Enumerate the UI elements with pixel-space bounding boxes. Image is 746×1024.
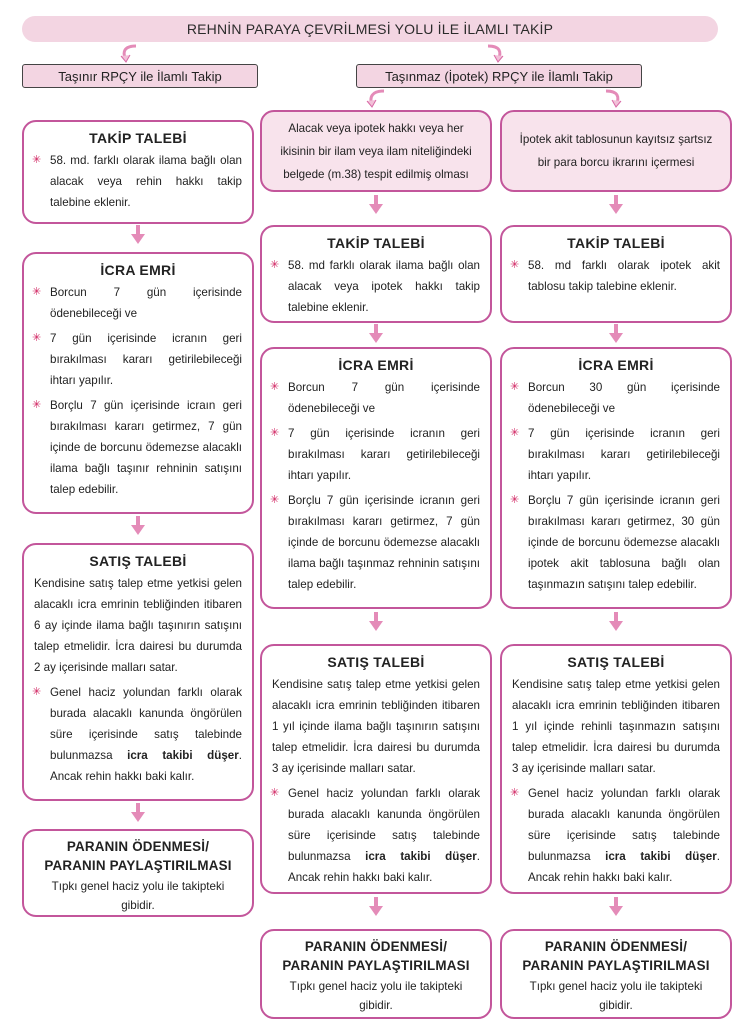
mid-icra-title: İCRA EMRİ — [338, 357, 414, 373]
down-arrow-icon — [609, 897, 623, 917]
left-takip-talebi — [22, 120, 254, 224]
right-intro-text: İpotek akit tablosunun kayıtsız şartsız bir para borcu ikrarını içermesi — [519, 133, 713, 169]
mid-icra-bullet-2: ✳ 7 gün içerisinde icranın geri bırakılması kararı getirilebileceği ihtarı yapılır. — [272, 423, 480, 486]
left-icra-title: İCRA EMRİ — [100, 262, 176, 278]
right-takip-title: TAKİP TALEBİ — [567, 235, 665, 251]
left-satis-talebi — [22, 543, 254, 801]
down-arrow-icon — [131, 225, 145, 245]
down-arrow-icon — [131, 516, 145, 536]
right-icra-emri — [500, 347, 732, 609]
mid-takip-talebi — [260, 225, 492, 323]
left-takip-title: TAKİP TALEBİ — [89, 130, 187, 146]
left-icra-bullet-1: ✳ Borcun 7 gün içerisinde ödenebileceği ve — [34, 282, 242, 324]
right-odeme-text: Tıpkı genel haciz yolu ile takipteki gibidir. — [529, 980, 703, 1012]
mid-icra-bullet-3: ✳ Borçlu 7 gün içerisinde icranın geri bırakılması kararı getirmez, 7 gün içinde de borcunu ödemezse alacaklı ilama bağlı taşınmaz rehninin satışını talep edebilir. — [272, 490, 480, 595]
mid-icra-emri — [260, 347, 492, 609]
page-title: REHNİN PARAYA ÇEVRİLMESİ YOLU İLE İLAMLI TAKİP — [22, 16, 718, 42]
mid-paranin-odenmesi — [260, 929, 492, 1019]
left-icra-bullet-3: ✳ Borçlu 7 gün içerisinde icraın geri bırakılması kararı getirmez, 7 gün içinde de borcunu ödemezse alacaklı ilama bağlı taşınır rehninin satışını talep edebilir. — [34, 395, 242, 500]
mid-satis-title: SATIŞ TALEBİ — [327, 654, 425, 670]
down-arrow-icon — [369, 195, 383, 215]
right-intro — [500, 110, 732, 192]
mid-odeme-text: Tıpkı genel haciz yolu ile takipteki gibidir. — [289, 980, 463, 1012]
down-arrow-icon — [609, 324, 623, 344]
right-satis-talebi — [500, 644, 732, 894]
mid-takip-bullet: ✳ 58. md farklı olarak ilama bağlı olan alacak veya ipotek hakkı takip talebine eklenir. — [272, 255, 480, 318]
mid-satis-para: Kendisine satış talep etme yetkisi gelen alacaklı icra emrinin tebliğinden itibaren 1 yıl içinde ilama bağlı taşınırın satışını talep etmelidir. İcra dairesi bu durumda 3 ay içerisinde malları satar. — [272, 678, 480, 775]
mid-satis-talebi — [260, 644, 492, 894]
mid-satis-bullet: ✳ Genel haciz yolundan farklı olarak burada alacaklı kanunda öngörülen süre içerisinde satış talebinde bulunmazsa icra takibi düşer. Ancak rehin hakkı baki kalır. — [272, 783, 480, 888]
mid-intro — [260, 110, 492, 192]
left-odeme-text: Tıpkı genel haciz yolu ile takipteki gibidir. — [51, 880, 225, 912]
right-icra-bullet-3: ✳ Borçlu 7 gün içerisinde icranın geri bırakılması kararı getirmez, 30 gün içinde de borcunu ödemezse alacaklı ipotek akit tablosuna bağlı olan taşınmazın satışını talep edebilir. — [512, 490, 720, 595]
left-odeme-title2: PARANIN PAYLAŞTIRILMASI — [44, 858, 232, 873]
left-satis-para: Kendisine satış talep etme yetkisi gelen alacaklı icra emrinin tebliğinden itibaren 6 ay içinde ilama bağlı taşınırın satışını talep etmelidir. İcra dairesi bu durumda 2 ay içerisinde malları satar. — [34, 577, 242, 674]
down-arrow-icon — [369, 324, 383, 344]
left-icra-bullet-2: ✳ 7 gün içerisinde icranın geri bırakılması kararı getirilebileceği ihtarı yapılır. — [34, 328, 242, 391]
left-icra-emri — [22, 252, 254, 514]
header-immovable: Taşınmaz (İpotek) RPÇY ile İlamlı Takip — [356, 64, 642, 88]
right-odeme-title1: PARANIN ÖDENMESİ/ — [544, 939, 688, 954]
right-satis-bullet: ✳ Genel haciz yolundan farklı olarak burada alacaklı kanunda öngörülen süre içerisinde satış talebinde bulunmazsa icra takibi düşer. Ancak rehin hakkı baki kalır. — [512, 783, 720, 888]
right-satis-title: SATIŞ TALEBİ — [567, 654, 665, 670]
right-satis-para: Kendisine satış talep etme yetkisi gelen alacaklı icra emrinin tebliğinden itibaren 1 yıl içinde rehinli taşınmazın satışını talep etmelidir. İcra dairesi bu durumda 3 ay içerisinde malları satar. — [512, 678, 720, 775]
down-arrow-icon — [369, 612, 383, 632]
left-satis-title: SATIŞ TALEBİ — [89, 553, 187, 569]
header-movable: Taşınır RPÇY ile İlamlı Takip — [22, 64, 258, 88]
right-icra-title: İCRA EMRİ — [578, 357, 654, 373]
left-takip-bullet: ✳ 58. md. farklı olarak ilama bağlı olan alacak veya rehin hakkı takip talebine eklenir. — [34, 150, 242, 213]
right-takip-talebi — [500, 225, 732, 323]
mid-takip-title: TAKİP TALEBİ — [327, 235, 425, 251]
mid-odeme-title2: PARANIN PAYLAŞTIRILMASI — [282, 958, 470, 973]
curl-arrow-right — [484, 44, 508, 64]
right-paranin-odenmesi — [500, 929, 732, 1019]
down-arrow-icon — [609, 195, 623, 215]
left-paranin-odenmesi — [22, 829, 254, 917]
curl-arrow-right2 — [602, 89, 626, 109]
right-takip-bullet: ✳ 58. md farklı olarak ipotek akit tablosu takip talebine eklenir. — [512, 255, 720, 297]
down-arrow-icon — [369, 897, 383, 917]
right-icra-bullet-2: ✳ 7 gün içerisinde icranın geri bırakılması kararı getirilebileceği ihtarı yapılır. — [512, 423, 720, 486]
mid-intro-text: Alacak veya ipotek hakkı veya her ikisinin bir ilam veya ilam niteliğindeki belgede (m.38) tespit edilmiş olması — [280, 121, 472, 181]
mid-icra-bullet-1: ✳ Borcun 7 gün içerisinde ödenebileceği ve — [272, 377, 480, 419]
down-arrow-icon — [609, 612, 623, 632]
right-icra-bullet-1: ✳ Borcun 30 gün içerisinde ödenebileceği ve — [512, 377, 720, 419]
mid-odeme-title1: PARANIN ÖDENMESİ/ — [304, 939, 448, 954]
down-arrow-icon — [131, 803, 145, 823]
left-odeme-title1: PARANIN ÖDENMESİ/ — [66, 839, 210, 854]
right-odeme-title2: PARANIN PAYLAŞTIRILMASI — [522, 958, 710, 973]
curl-arrow-mid — [364, 89, 388, 109]
curl-arrow-left — [118, 44, 142, 64]
left-satis-bullet: ✳ Genel haciz yolundan farklı olarak burada alacaklı kanunda öngörülen süre içerisinde satış talebinde bulunmazsa icra takibi düşer. Ancak rehin hakkı baki kalır. — [34, 682, 242, 787]
